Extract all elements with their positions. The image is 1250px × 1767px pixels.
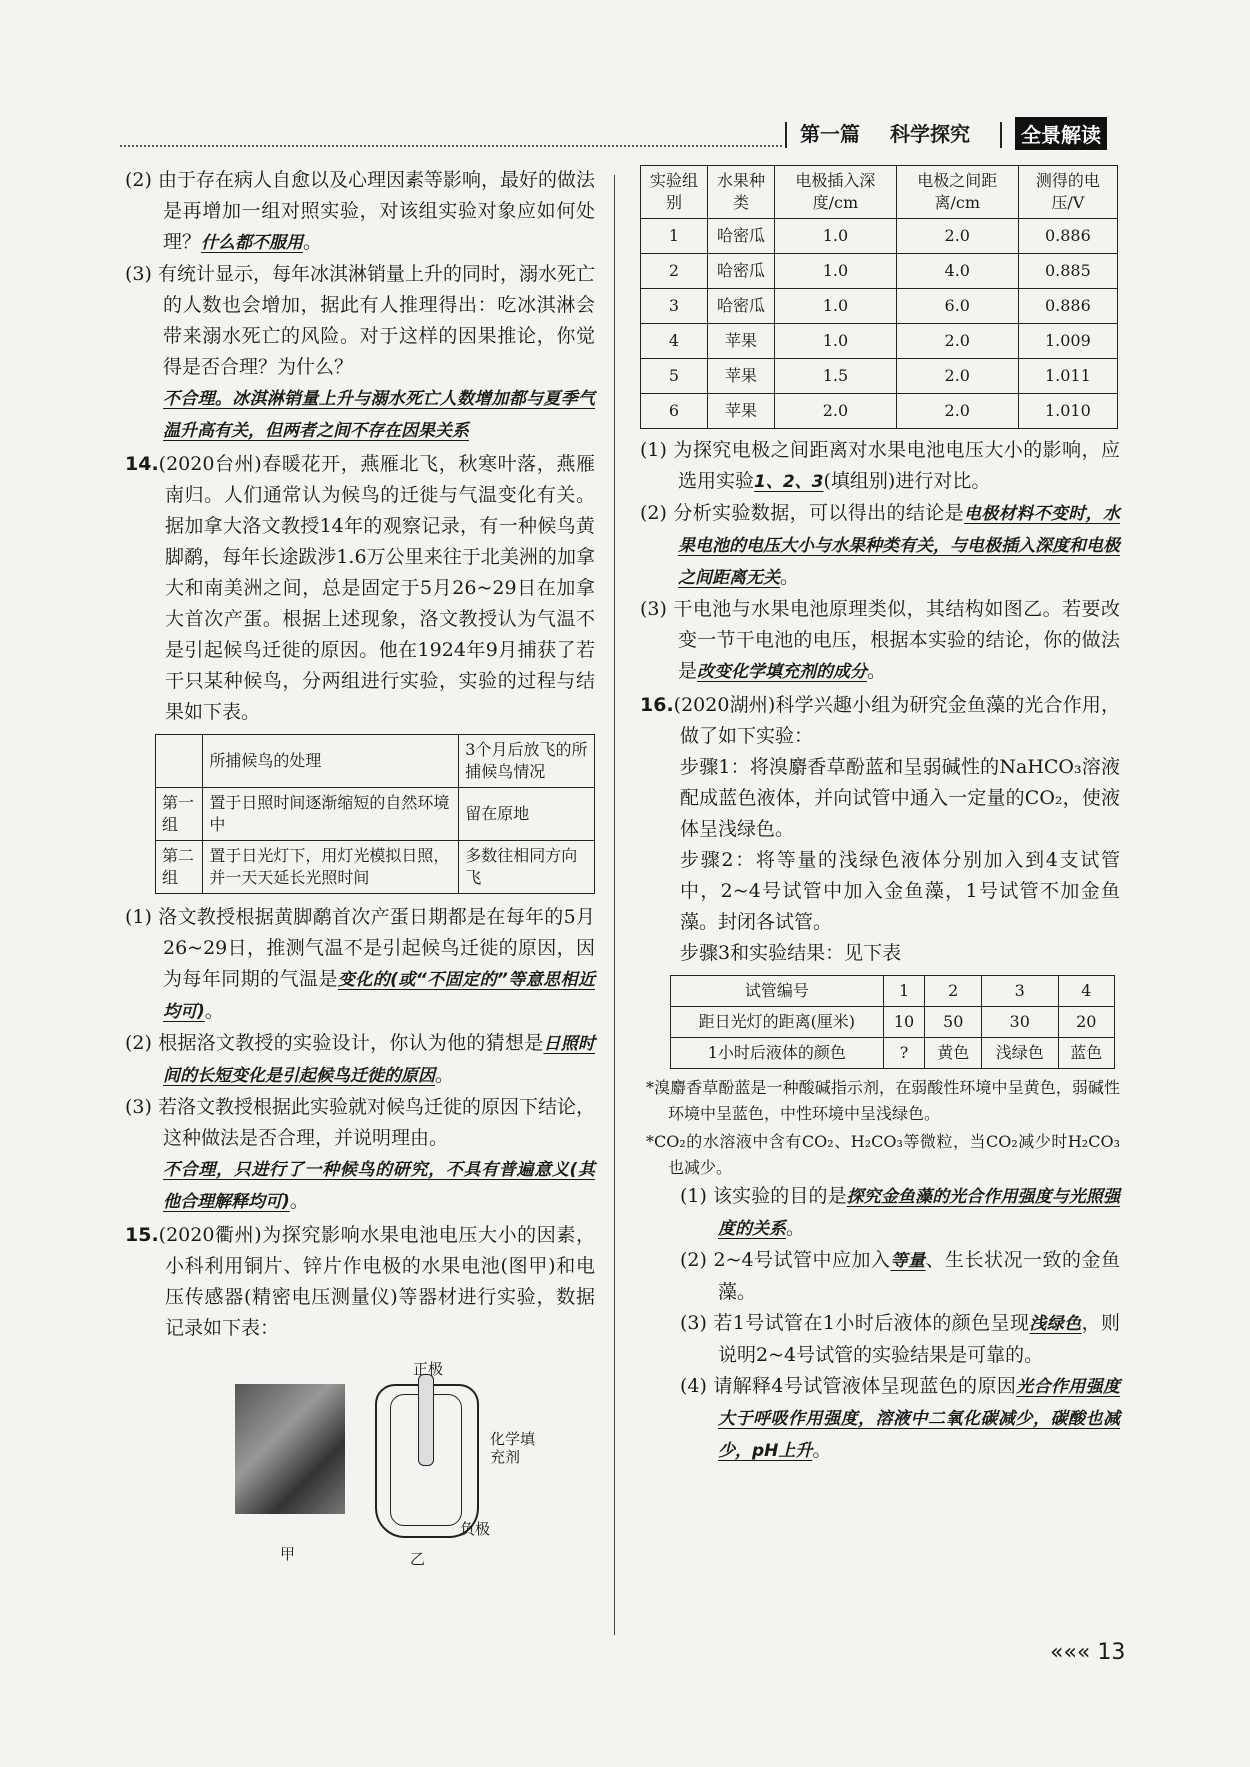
column-divider <box>614 175 615 1635</box>
header-badge: 全景解读 <box>1015 117 1107 150</box>
answer: 电极材料不变时，水果电池的电压大小与水果种类有关，与电极插入深度和电极之间距离无关 <box>678 504 1120 588</box>
section-label: 科学探究 <box>890 122 970 146</box>
q16-step3: 步骤3和实验结果：见下表 <box>680 942 902 964</box>
fruit-battery-table: 实验组别 水果种类 电极插入深度/cm 电极之间距离/cm 测得的电压/V 1 哈密瓜 1.0 2.0 0.886 2 哈密瓜 1.0 4.0 0.885 3 哈密瓜 1.0 6.0 0.886 4 苹果 1.0 2.0 1.009 5 苹果 1.5 2.0 1.011 6 苹果 2.0 2.0 1.010 <box>640 165 1118 429</box>
q16-part3: (3) 若1号试管在1小时后液体的颜色呈现浅绿色，则说明2~4号试管的实验结果是可靠的。 <box>680 1312 1120 1366</box>
filler-label-2: 充剂 <box>490 1448 521 1466</box>
q16-part1: (1) 该实验的目的是探究金鱼藻的光合作用强度与光照强度的关系。 <box>680 1185 1120 1239</box>
answer: 不合理，只进行了一种候鸟的研究，不具有普遍意义(其他合理解释均可) <box>163 1160 595 1212</box>
test-tube-table: 试管编号 1 2 3 4 距日光灯的距离(厘米) 10 50 30 20 1小时后液体的颜色 ? 黄色 浅绿色 蓝色 <box>670 975 1115 1069</box>
q15-part1: (1) 为探究电极之间距离对水果电池电压大小的影响，应选用实验1、2、3(填组别)进行对比。 <box>640 439 1120 492</box>
carbon-rod <box>418 1374 434 1466</box>
left-column <box>125 165 595 1568</box>
q16-part4: (4) 请解释4号试管液体呈现蓝色的原因光合作用强度大于呼吸作用强度，溶液中二氧化碳减少，碳酸也减少，pH上升。 <box>680 1375 1121 1461</box>
q15-part2: (2) 分析实验数据，可以得出的结论是电极材料不变时，水果电池的电压大小与水果种类有关，与电极插入深度和电极之间距离无关。 <box>640 502 1120 588</box>
q15-part3: (3) 干电池与水果电池原理类似，其结构如图乙。若要改变一节干电池的电压，根据本实验的结论，你的做法是改变化学填充剂的成分。 <box>640 598 1120 682</box>
battery-figures <box>125 1354 595 1568</box>
negative-label: 负极 <box>460 1520 491 1538</box>
page-number: 13 <box>1097 1640 1126 1665</box>
answer: 1、2、3 <box>754 472 824 492</box>
answer: 什么都不服用 <box>201 233 304 253</box>
answer: 不合理。冰淇淋销量上升与溺水死亡人数增加都与夏季气温升高有关，但两者之间不存在因果关系 <box>163 389 595 441</box>
q16-step1: 步骤1：将溴麝香草酚蓝和呈弱碱性的NaHCO₃溶液配成蓝色液体，并向试管中通入一定量的CO₂，使液体呈浅绿色。 <box>680 756 1120 840</box>
q13-part3: (3) 有统计显示，每年冰淇淋销量上升的同时，溺水死亡的人数也会增加，据此有人推理得出：吃冰淇淋会带来溺水死亡的风险。对于这样的因果推论，你觉得是否合理？为什么？ 不合理。冰淇淋销量上升与溺水死亡人数增加都与夏季气温升高有关，但两者之间不存在因果关系 <box>125 263 595 441</box>
header-separator <box>785 122 787 148</box>
q14-part2: (2) 根据洛文教授的实验设计，你认为他的猜想是日照时间的长短变化是引起候鸟迁徙的原因。 <box>125 1032 595 1086</box>
question-14: 14.(2020台州)春暖花开，燕雁北飞，秋寒叶落，燕雁南归。人们通常认为候鸟的迁徙与气温变化有关。据加拿大洛文教授14年的观察记录，有一种候鸟黄脚鹬，每年长途跋涉1.6万公里来往于北美洲的加拿大和南美洲之间，总是固定于5月26~29日在加拿大首次产蛋。根据上述现象，洛文教授认为气温不是引起候鸟迁徙的原因。他在1924年9月捕获了若干只某种候鸟，分两组进行实验，实验的过程与结果如下表。 <box>125 453 595 723</box>
answer: 探究金鱼藻的光合作用强度与光照强度的关系 <box>718 1187 1120 1239</box>
page-header <box>120 118 1112 150</box>
q14-part1: (1) 洛文教授根据黄脚鹬首次产蛋日期都是在每年的5月26~29日，推测气温不是引起候鸟迁徙的原因，因为每年同期的气温是变化的(或“不固定的”等意思相近均可)。 <box>125 906 595 1022</box>
answer: 等量 <box>890 1251 926 1271</box>
migration-table: 所捕候鸟的处理 3个月后放飞的所捕候鸟情况 第一组 置于日照时间逐渐缩短的自然环境中 留在原地 第二组 置于日光灯下，用灯光模拟日照，并一天天延长光照时间 多数往相同方向飞 <box>155 734 595 894</box>
q14-part3: (3) 若洛文教授根据此实验就对候鸟迁徙的原因下结论，这种做法是否合理，并说明理由。 不合理，只进行了一种候鸟的研究，不具有普遍意义(其他合理解释均可)。 <box>125 1096 595 1212</box>
q16-step2: 步骤2：将等量的浅绿色液体分别加入到4支试管中，2~4号试管中加入金鱼藻，1号试管不加金鱼藻。封闭各试管。 <box>680 849 1120 933</box>
header-separator <box>1000 122 1002 148</box>
question-16: 16.(2020湖州)科学兴趣小组为研究金鱼藻的光合作用，做了如下实验： <box>640 694 1120 747</box>
header-dotted-rule <box>120 145 782 147</box>
answer: 光合作用强度大于呼吸作用强度，溶液中二氧化碳减少，碳酸也减少，pH上升 <box>718 1377 1121 1461</box>
figure-a-label: 甲 <box>280 1545 296 1563</box>
positive-label: 正极 <box>413 1360 444 1378</box>
filler-label: 化学填 <box>490 1430 536 1448</box>
q13-part2: (2) 由于存在病人自愈以及心理因素等影响，最好的做法是再增加一组对照实验，对该组实验对象应如何处理？什么都不服用。 <box>125 169 595 253</box>
q16-part2: (2) 2~4号试管中应加入等量、生长状况一致的金鱼藻。 <box>680 1249 1120 1303</box>
note-co2: *CO₂的水溶液中含有CO₂、H₂CO₃等微粒，当CO₂减少时H₂CO₃也减少。 <box>646 1132 1120 1177</box>
right-column <box>640 165 1120 1467</box>
answer: 变化的(或“不固定的”等意思相近均可) <box>163 970 595 1022</box>
chapter-label: 第一篇 <box>800 122 860 146</box>
figure-b-label: 乙 <box>410 1550 426 1568</box>
page-footer <box>1050 1640 1125 1665</box>
answer: 日照时间的长短变化是引起候鸟迁徙的原因 <box>163 1034 595 1086</box>
question-15: 15.(2020衢州)为探究影响水果电池电压大小的因素，小科利用铜片、锌片作电极的水果电池(图甲)和电压传感器(精密电压测量仪)等器材进行实验，数据记录如下表： <box>125 1224 595 1339</box>
answer: 改变化学填充剂的成分 <box>697 662 868 682</box>
answer: 浅绿色 <box>1029 1314 1082 1334</box>
arrows-icon: ««« <box>1050 1640 1091 1665</box>
note-indicator: *溴麝香草酚蓝是一种酸碱指示剂，在弱酸性环境中呈黄色，弱碱性环境中呈蓝色，中性环境中呈浅绿色。 <box>646 1078 1120 1123</box>
fruit-battery-photo <box>235 1384 345 1514</box>
